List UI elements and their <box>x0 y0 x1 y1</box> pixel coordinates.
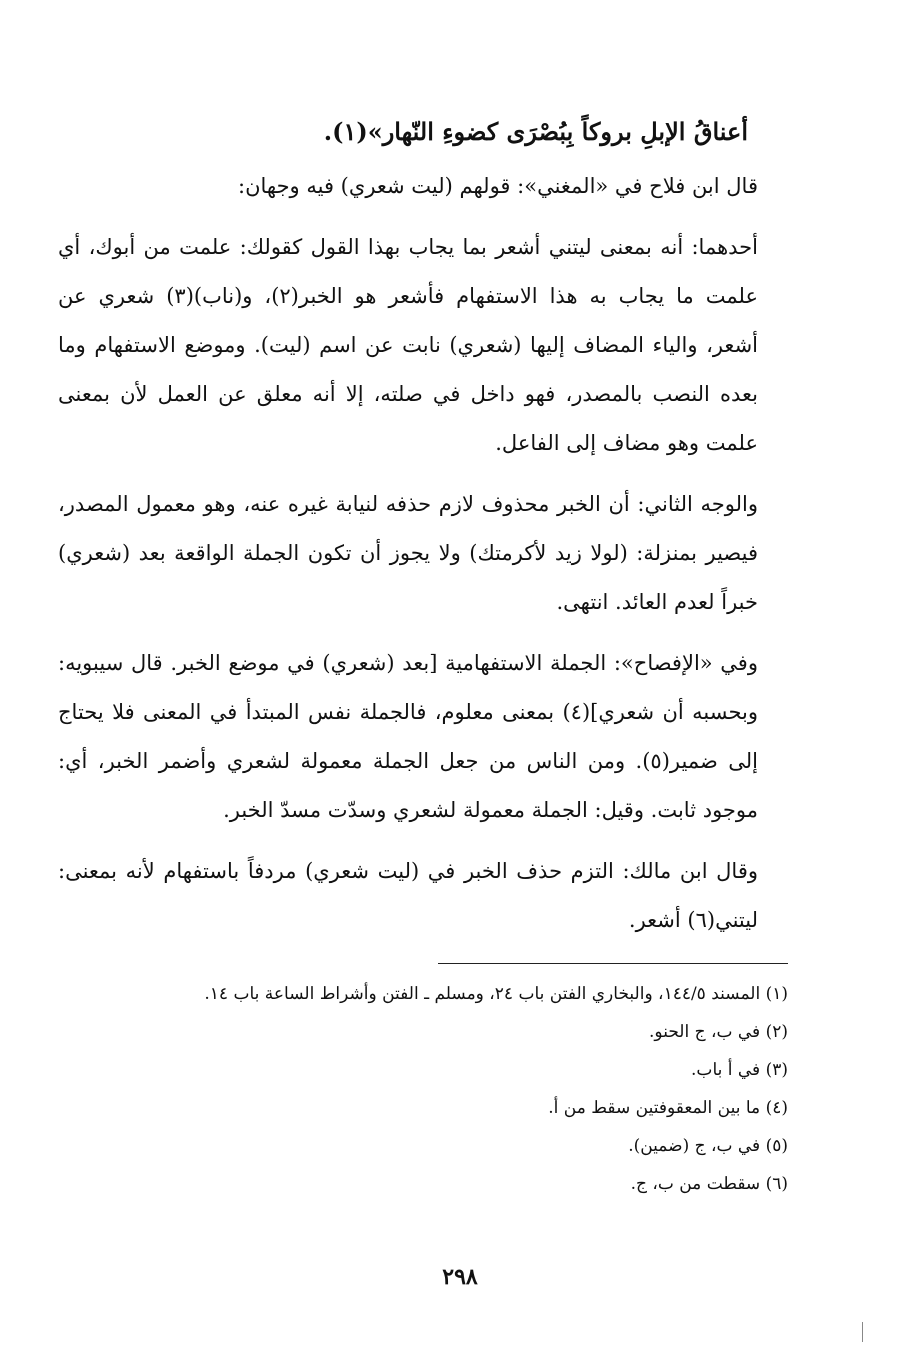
paragraph-3: والوجه الثاني: أن الخبر محذوف لازم حذفه لنيابة غيره عنه، وهو معمول المصدر، فيصير بمنزلة: (لولا زيد لأكرمتك) ولا يجوز أن تكون الجملة الواقعة بعد (شعري) خبراً لعدم العائد. انتهى. <box>58 492 758 614</box>
verse-line: أعناقُ الإبلِ بروكاً بِبُصْرَى كضوءِ النّهار»(١). <box>323 117 748 146</box>
footnote-divider <box>438 963 788 964</box>
page-number: ٢٩٨ <box>442 1264 478 1290</box>
main-text <box>58 112 788 957</box>
footnote-2: (٢) في ب، ج الحنو. <box>649 1022 788 1042</box>
footnote-3: (٣) في أ باب. <box>691 1060 788 1080</box>
footnote-1: (١) المسند ١٤٤/٥، والبخاري الفتن باب ٢٤، ومسلم ـ الفتن وأشراط الساعة باب ١٤. <box>204 984 788 1004</box>
margin-mark <box>862 1322 863 1342</box>
footnote-4: (٤) ما بين المعقوفتين سقط من أ. <box>548 1098 788 1118</box>
paragraph-2: أحدهما: أنه بمعنى ليتني أشعر بما يجاب بهذا القول كقولك: علمت من أبوك، أي علمت ما يجاب به هذا الاستفهام فأشعر هو الخبر(٢)، و(ناب)(٣) شعري عن أشعر، والياء المضاف إليها (شعري) نابت عن اسم (ليت). وموضع الاستفهام وما بعده النصب بالمصدر، فهو داخل في صلته، إلا أنه معلق عن العمل لأن بمعنى علمت وهو مضاف إلى الفاعل. <box>58 235 759 455</box>
footnotes <box>88 975 788 1203</box>
paragraph-4: وفي «الإفصاح»: الجملة الاستفهامية [بعد (شعري) في موضع الخبر. قال سيبويه: وبحسبه أن شعري](٤) بمعنى معلوم، فالجملة نفس المبتدأ في المعنى فلا يحتاج إلى ضمير(٥). ومن الناس من جعل الجملة معمولة لشعري وأضمر الخبر، أي: موجود ثابت. وقيل: الجملة معمولة لشعري وسدّت مسدّ الخبر. <box>58 651 758 822</box>
footnote-6: (٦) سقطت من ب، ج. <box>630 1174 788 1194</box>
paragraph-1: قال ابن فلاح في «المغني»: قولهم (ليت شعري) فيه وجهان: <box>238 174 758 198</box>
footnote-5: (٥) في ب، ج (ضمين). <box>628 1136 788 1156</box>
paragraph-5: وقال ابن مالك: التزم حذف الخبر في (ليت شعري) مردفاً باستفهام لأنه بمعنى: ليتني(٦) أشعر. <box>58 859 758 932</box>
